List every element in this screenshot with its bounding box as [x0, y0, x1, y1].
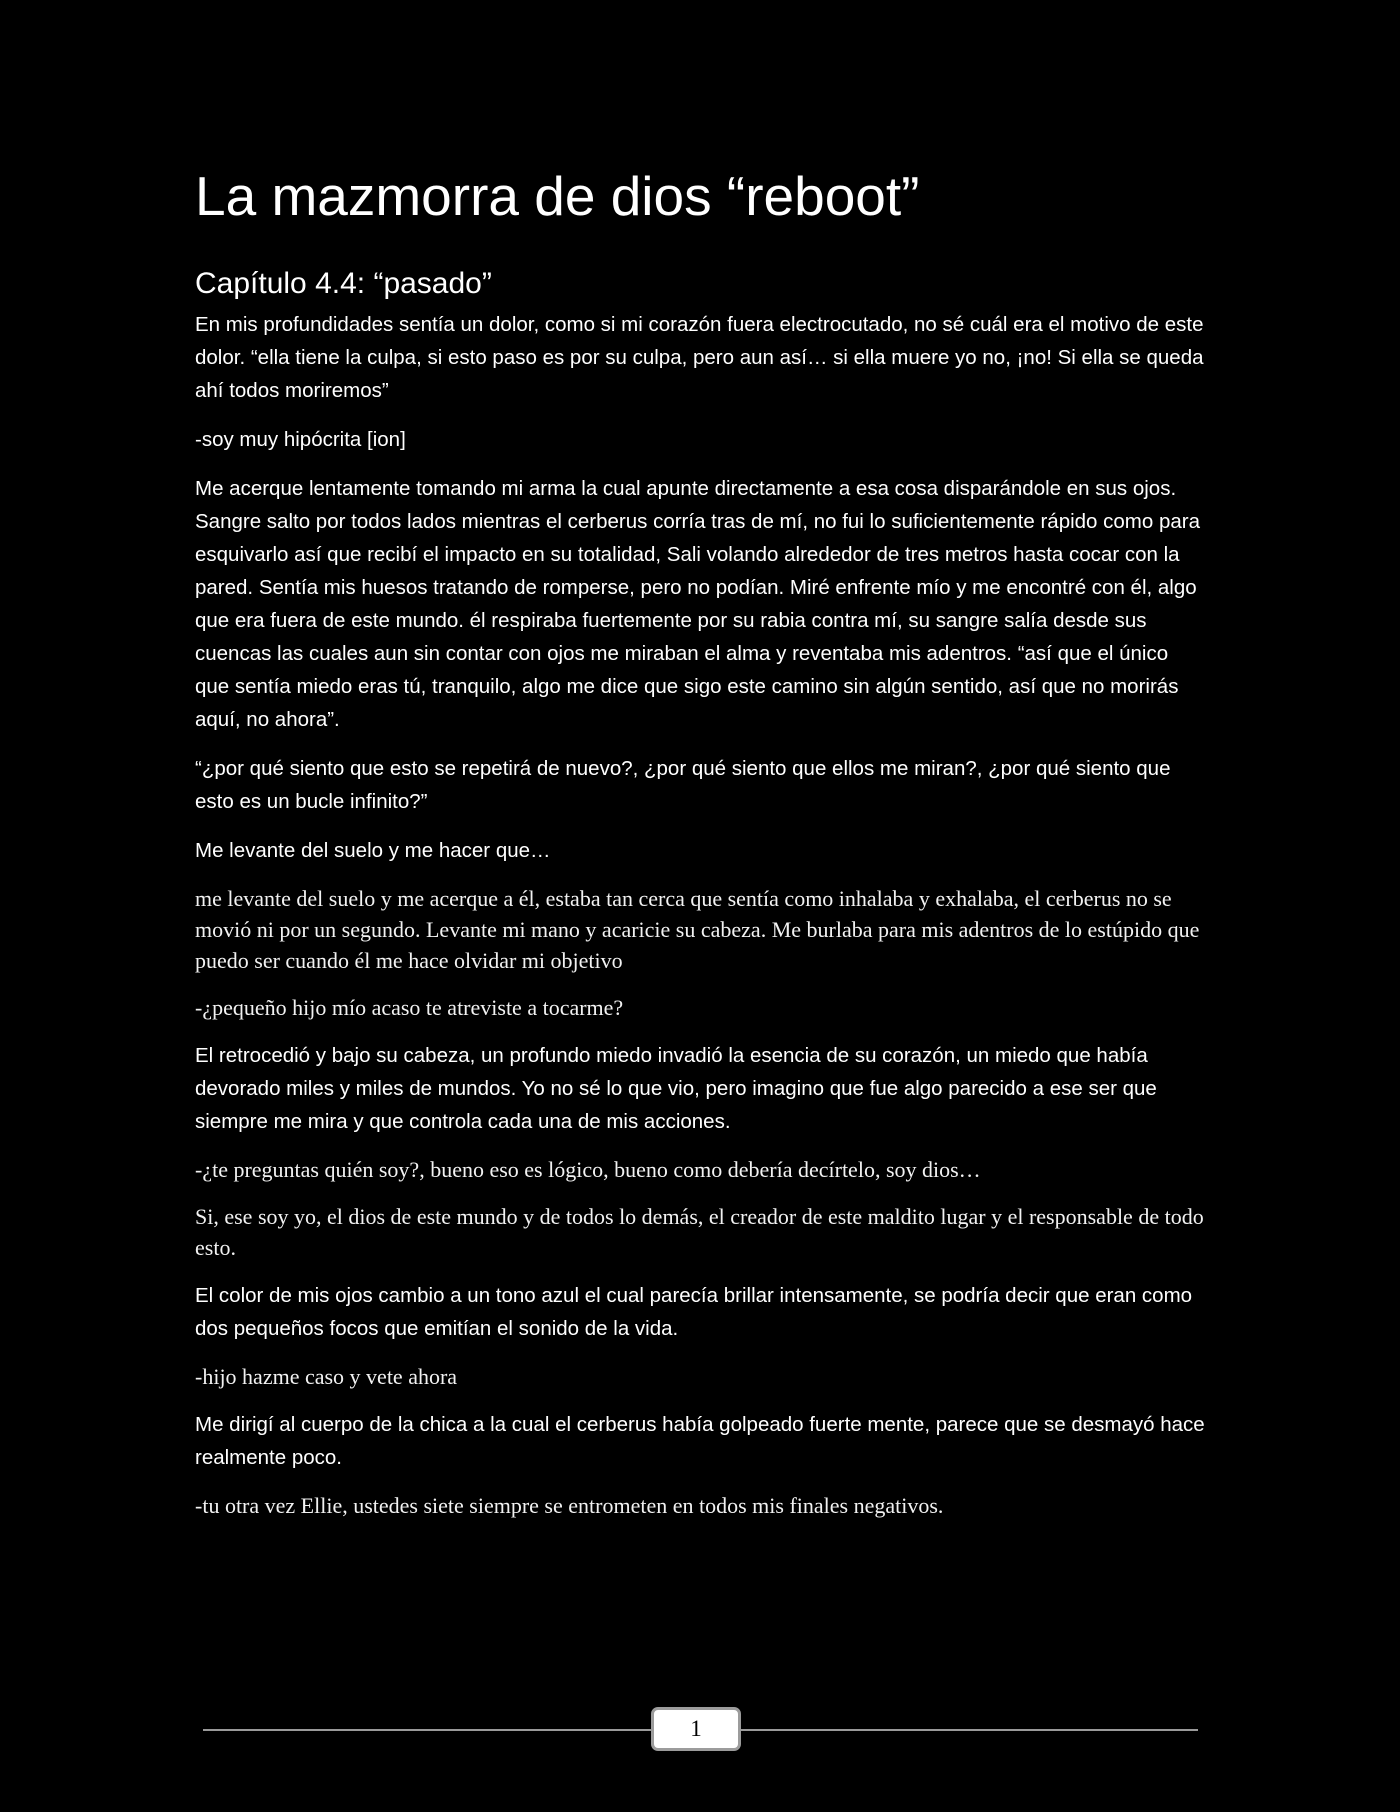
paragraph: -soy muy hipócrita [ion] — [195, 428, 406, 452]
page-number: 1 — [651, 1707, 741, 1751]
paragraph: “¿por qué siento que esto se repetirá de nuevo?, ¿por qué siento que ellos me miran?, ¿por qué siento que esto es un bucle infinito?” — [195, 757, 1171, 814]
body-text — [195, 308, 1205, 1521]
paragraph: El retrocedió y bajo su cabeza, un profundo miedo invadió la esencia de su corazón, un miedo que había devorado miles y miles de mundos. Yo no sé lo que vio, pero imagino que fue algo parecido a ese ser que siempre me mira y que controla cada una de mis acciones. — [195, 1044, 1157, 1134]
paragraph: Si, ese soy yo, el dios de este mundo y de todos lo demás, el creador de este maldito lugar y el responsable de todo esto. — [195, 1204, 1204, 1261]
paragraph: -hijo hazme caso y vete ahora — [195, 1364, 458, 1390]
paragraph: -tu otra vez Ellie, ustedes siete siempre se entrometen en todos mis finales negativos. — [195, 1493, 944, 1519]
paragraph: Me levante del suelo y me hacer que… — [195, 839, 551, 863]
paragraph: En mis profundidades sentía un dolor, como si mi corazón fuera electrocutado, no sé cuál era el motivo de este dolor. “ella tiene la culpa, si esto paso es por su culpa, pero aun así… si ella muere yo no, ¡no! Si ella se queda ahí todos moriremos” — [195, 313, 1204, 403]
paragraph: me levante del suelo y me acerque a él, estaba tan cerca que sentía como inhalaba y exhalaba, el cerberus no se movió ni por un segundo. Levante mi mano y acaricie su cabeza. Me burlaba para mis adentros de lo estúpido que puedo ser cuando él me hace olvidar mi objetivo — [195, 886, 1200, 974]
page-footer — [203, 1707, 1198, 1753]
chapter-heading: Capítulo 4.4: “pasado” — [195, 267, 492, 301]
paragraph: -¿te preguntas quién soy?, bueno eso es lógico, bueno como debería decírtelo, soy dios… — [195, 1157, 981, 1183]
paragraph: Me acerque lentamente tomando mi arma la cual apunte directamente a esa cosa disparándole en sus ojos. Sangre salto por todos lados mientras el cerberus corría tras de mí, no fui lo suficientemente rápido como para esquivarlo así que recibí el impacto en su totalidad, Sali volando alrededor de tres metros hasta cocar con la pared. Sentía mis huesos tratando de romperse, pero no podían. Miré enfrente mío y me encontré con él, algo que era fuera de este mundo. él respiraba fuertemente por su rabia contra mí, su sangre salía desde sus cuencas las cuales aun sin contar con ojos me miraban el alma y reventaba mis adentros. “así que el único que sentía miedo eras tú, tranquilo, algo me dice que sigo este camino sin algún sentido, así que no morirás aquí, no ahora”. — [195, 477, 1201, 732]
paragraph: -¿pequeño hijo mío acaso te atreviste a tocarme? — [195, 995, 624, 1021]
paragraph: El color de mis ojos cambio a un tono azul el cual parecía brillar intensamente, se podría decir que eran como dos pequeños focos que emitían el sonido de la vida. — [195, 1284, 1193, 1341]
paragraph: Me dirigí al cuerpo de la chica a la cual el cerberus había golpeado fuerte mente, parece que se desmayó hace realmente poco. — [195, 1413, 1205, 1470]
document-page — [195, 165, 1205, 1537]
document-title: La mazmorra de dios “reboot” — [195, 165, 920, 227]
